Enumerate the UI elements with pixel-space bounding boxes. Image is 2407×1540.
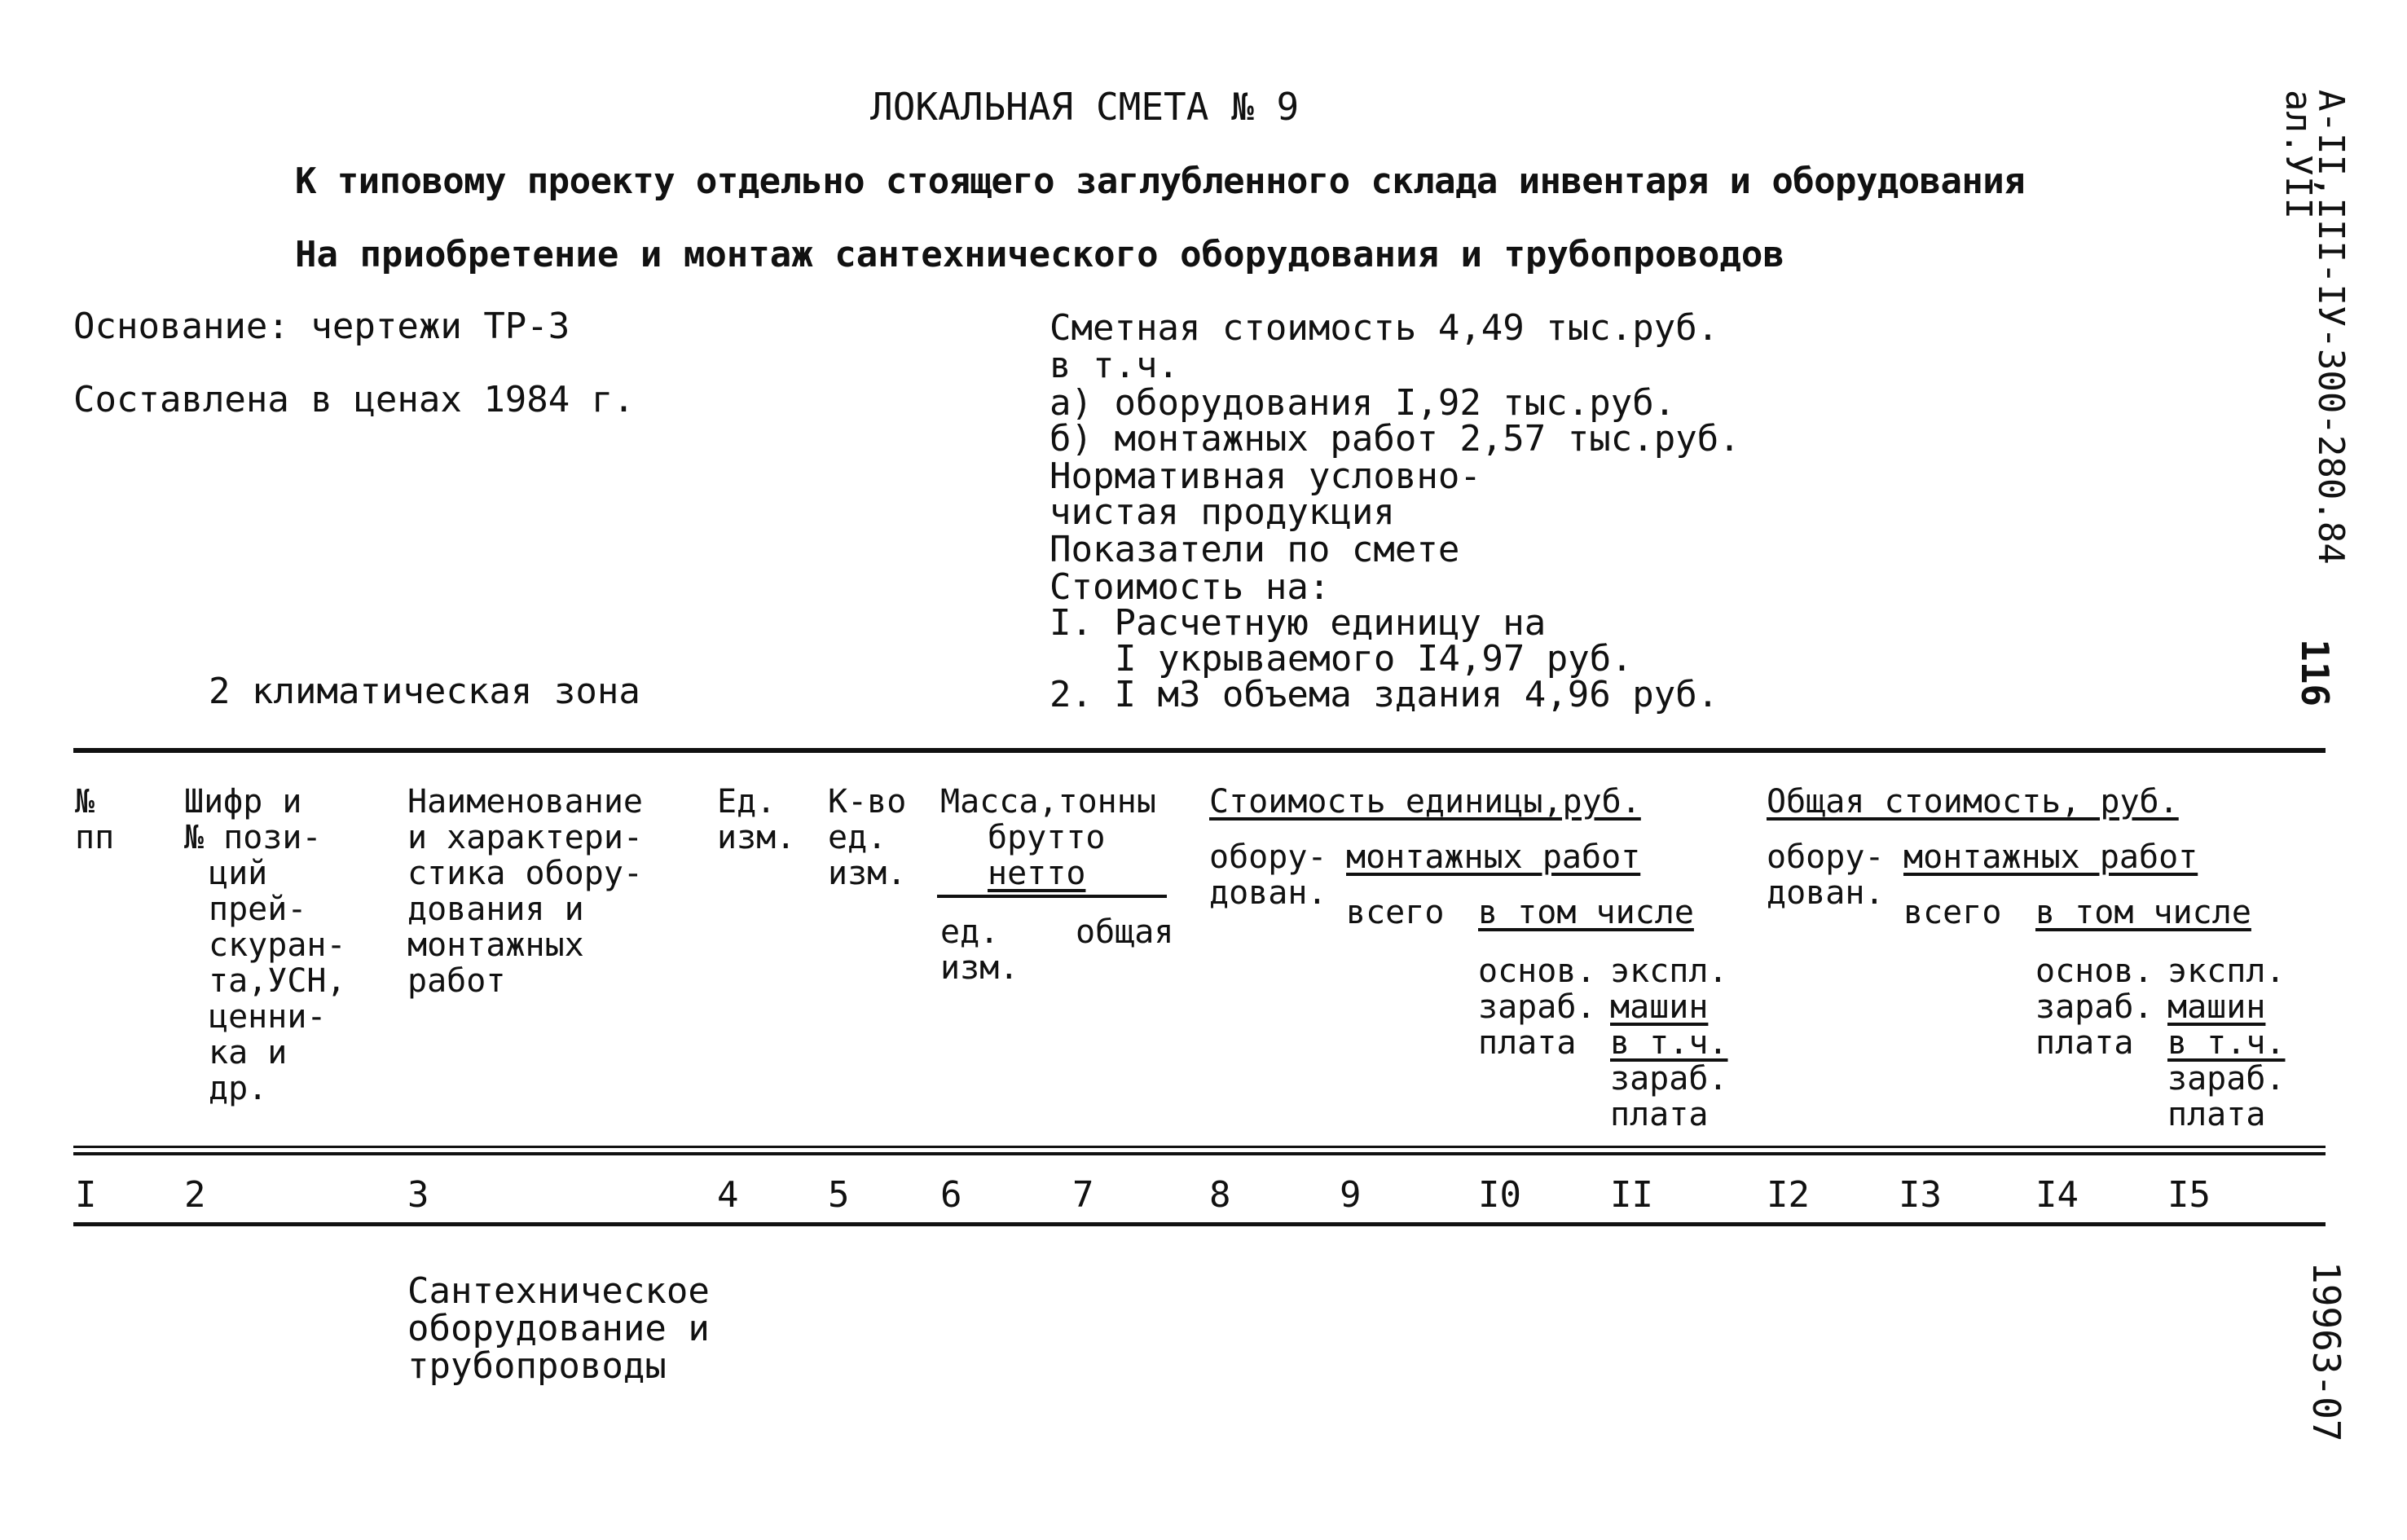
colnum-3: 3 [407,1174,429,1216]
cost-incl: в т.ч. [1049,345,1179,386]
table-top-rule [73,748,2326,753]
colnum-7: 7 [1072,1174,1094,1216]
project-subtitle: К типовому проекту отдельно стоящего заглубленного склада инвентаря и оборудования [295,161,2025,202]
total-mount: монтажных работ [1903,838,2198,876]
total-equip-l2: дован. [1767,874,1885,912]
unit-basic-l3: плата [1478,1024,1577,1062]
colnum-10: I0 [1478,1174,1521,1216]
mass-netto: нетто [988,855,1086,892]
col2-l6: та,УСН, [209,962,346,1000]
section-title-l1: Сантехническое [407,1270,710,1312]
col1-l1: № [75,783,95,821]
unit-inclwage-l1: в т.ч. [1610,1024,1728,1062]
total-exploit-l2: машин [2167,988,2266,1026]
col2-l7: ценни- [209,998,327,1036]
page-number: 116 [2293,639,2337,707]
total-basic-l2: зараб. [2035,988,2154,1026]
unit-equip-l2: дован. [1209,874,1327,912]
col2-l4: прей- [209,891,307,928]
col2-l9: др. [209,1070,268,1107]
unit-incl: в том числе [1478,894,1694,931]
total-inclwage-l3: плата [2167,1096,2266,1133]
colnum-8: 8 [1209,1174,1231,1216]
section-title-l2: оборудование и [407,1308,710,1349]
column-numbers-rule [73,1222,2326,1226]
mass-total: общая [1076,913,1174,951]
total-cost-title: Общая стоимость, руб. [1767,783,2179,821]
colnum-15: I5 [2167,1174,2211,1216]
basis-line: Основание: чертежи ТР-3 [73,306,570,347]
total-inclwage-l2: зараб. [2167,1060,2286,1098]
col2-l2: № пози- [184,819,322,856]
estimated-cost: Сметная стоимость 4,49 тыс.руб. [1049,307,1719,349]
unit-cost-title: Стоимость единицы,руб. [1209,783,1641,821]
col5-l1: К-во [828,783,907,821]
section-title-l3: трубопроводы [407,1345,667,1387]
cost-per-volume: 2. I м3 объема здания 4,96 руб. [1049,674,1719,715]
document-number: 19963-07 [2304,1261,2348,1442]
colnum-13: I3 [1899,1174,1942,1216]
unit-inclwage-l2: зараб. [1610,1060,1728,1098]
col5-l2: ед. [828,819,887,856]
col5-l3: изм. [828,855,907,892]
cost-per-unit-2: I укрываемого I4,97 руб. [1115,638,1633,680]
climate-zone: 2 климатическая зона [209,671,640,712]
drawing-code-line2: ал.УII [2277,90,2319,219]
purpose-subtitle: На приобретение и монтаж сантехнического оборудования и трубопроводов [295,234,1784,275]
col4-l1: Ед. [717,783,777,821]
equipment-cost: а) оборудования I,92 тыс.руб. [1049,382,1676,424]
colnum-12: I2 [1767,1174,1810,1216]
col2-l3: ций [209,855,268,892]
mounting-cost: б) монтажных работ 2,57 тыс.руб. [1049,418,1740,460]
document-title: ЛОКАЛЬНАЯ СМЕТА № 9 [870,85,1300,129]
colnum-11: II [1610,1174,1653,1216]
col3-l6: работ [407,962,506,1000]
unit-equip-l1: обору- [1209,838,1327,876]
cost-per-unit-1: I. Расчетную единицу на [1049,602,1547,644]
unit-basic-l1: основ. [1478,953,1596,990]
col3-l2: и характери- [407,819,643,856]
normative-product-1: Нормативная условно- [1049,455,1481,497]
colnum-5: 5 [828,1174,850,1216]
mass-rule [937,895,1167,898]
col2-l8: ка и [209,1034,288,1071]
col2-l5: скуран- [209,926,346,964]
total-inclwage-l1: в т.ч. [2167,1024,2286,1062]
drawing-code-line1: А-II,III-IУ-300-280.84 [2310,90,2352,565]
normative-product-2: чистая продукция [1049,491,1395,533]
unit-all: всего [1346,894,1445,931]
mass-title: Масса,тонны [940,783,1156,821]
total-basic-l3: плата [2035,1024,2134,1062]
colnum-2: 2 [184,1174,206,1216]
col3-l1: Наименование [407,783,643,821]
header-bottom-rule-1 [73,1146,2326,1148]
mass-brutto: брутто [988,819,1106,856]
unit-inclwage-l3: плата [1610,1096,1709,1133]
colnum-4: 4 [717,1174,739,1216]
col3-l5: монтажных [407,926,584,964]
col4-l2: изм. [717,819,796,856]
col3-l3: стика обору- [407,855,643,892]
total-equip-l1: обору- [1767,838,1885,876]
total-exploit-l1: экспл. [2167,953,2286,990]
indicators: Показатели по смете [1049,529,1460,570]
header-bottom-rule-2 [73,1152,2326,1155]
mass-unit-l1: ед. [940,913,1000,951]
col1-l2: пп [75,819,115,856]
total-basic-l1: основ. [2035,953,2154,990]
colnum-14: I4 [2035,1174,2079,1216]
colnum-1: I [75,1174,97,1216]
unit-exploit-l2: машин [1610,988,1709,1026]
col2-l1: Шифр и [184,783,302,821]
total-all: всего [1903,894,2002,931]
colnum-6: 6 [940,1174,962,1216]
cost-per: Стоимость на: [1049,566,1331,608]
total-incl: в том числе [2035,894,2251,931]
unit-mount: монтажных работ [1346,838,1641,876]
mass-unit-l2: изм. [940,949,1019,987]
colnum-9: 9 [1340,1174,1362,1216]
prices-line: Составлена в ценах 1984 г. [73,379,635,420]
drawing-code [2277,90,2352,565]
col3-l4: дования и [407,891,584,928]
unit-basic-l2: зараб. [1478,988,1596,1026]
unit-exploit-l1: экспл. [1610,953,1728,990]
